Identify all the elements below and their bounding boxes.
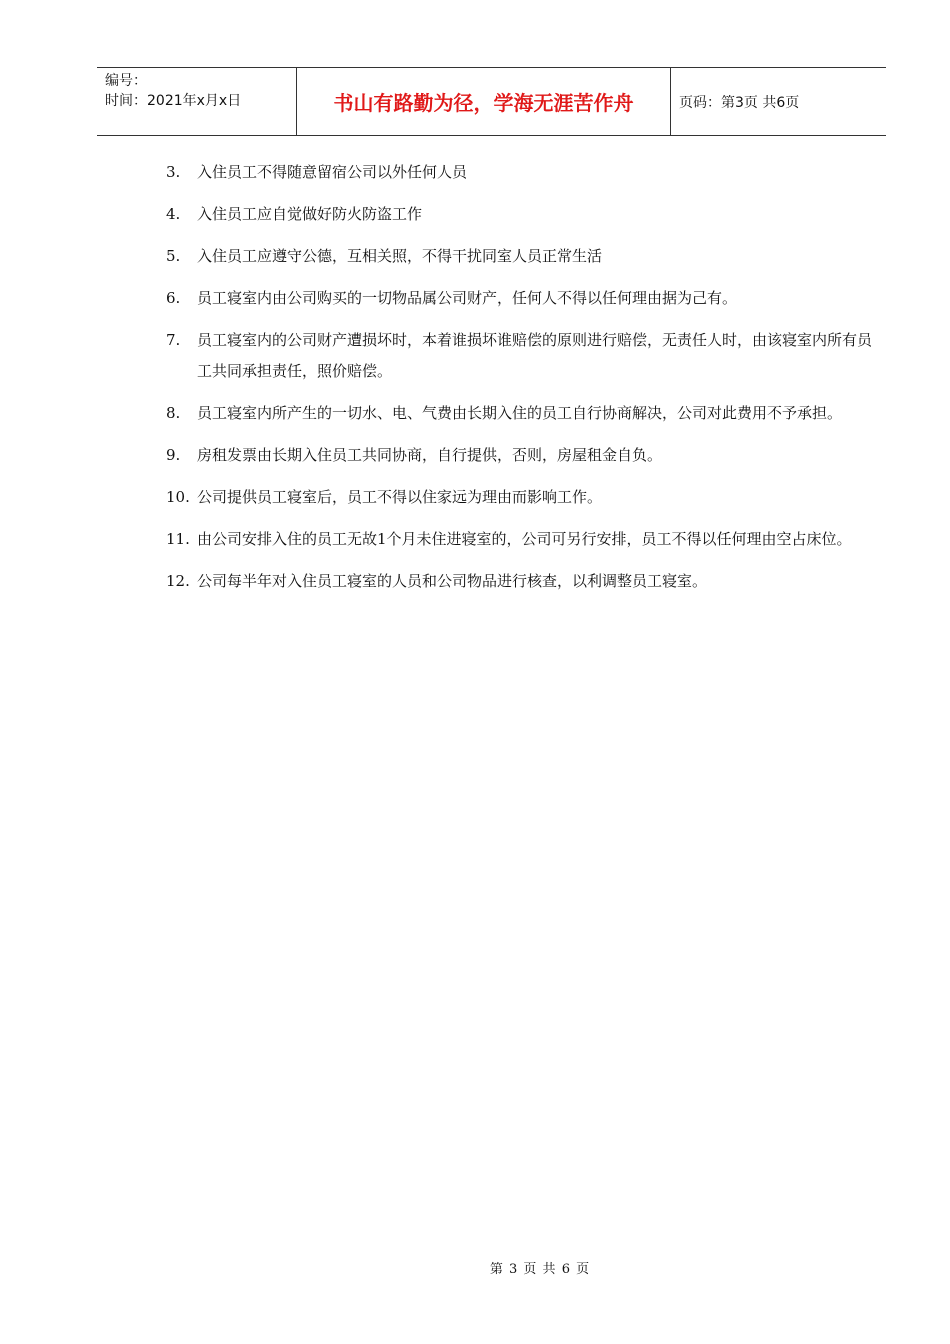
list-item [166, 398, 886, 429]
rules-list [166, 157, 886, 608]
list-item [166, 524, 886, 555]
list-item [166, 325, 886, 387]
item-text: 房租发票由长期入住员工共同协商，自行提供，否则，房屋租金自负。 [197, 446, 663, 464]
code-label: 编号： [105, 73, 147, 89]
item-text: 员工寝室内由公司购买的一切物品属公司财产，任何人不得以任何理由据为己有。 [197, 289, 738, 307]
item-number: 6. [166, 289, 181, 307]
item-number: 11. [166, 530, 190, 548]
item-number: 8. [166, 404, 181, 422]
list-item [166, 241, 886, 272]
item-number: 4. [166, 205, 181, 223]
item-number: 7. [166, 331, 181, 349]
item-text: 公司每半年对入住员工寝室的人员和公司物品进行核查，以利调整员工寝室。 [197, 572, 708, 590]
page-header [97, 67, 886, 136]
item-text: 员工寝室内所产生的一切水、电、气费由长期入住的员工自行协商解决，公司对此费用不予承担。 [197, 404, 843, 422]
time-label: 时间：2021年x月x日 [105, 93, 242, 109]
list-item [166, 440, 886, 471]
list-item [166, 283, 886, 314]
item-text: 由公司安排入住的员工无故1个月未住进寝室的，公司可另行安排，员工不得以任何理由空占床位。 [197, 530, 852, 548]
list-item [166, 157, 886, 188]
item-number: 9. [166, 446, 181, 464]
item-number: 10. [166, 488, 190, 506]
header-page-info: 页码：第3页 共6页 [679, 94, 800, 111]
item-text: 入住员工应自觉做好防火防盗工作 [197, 205, 423, 223]
list-item [166, 482, 886, 513]
list-item [166, 199, 886, 230]
item-number: 5. [166, 247, 181, 265]
page-footer: 第 3 页 共 6 页 [489, 1262, 591, 1277]
item-text: 员工寝室内的公司财产遭损坏时，本着谁损坏谁赔偿的原则进行赔偿，无责任人时，由该寝室内所有员工共同承担责任，照价赔偿。 [197, 331, 873, 380]
list-item [166, 566, 886, 597]
item-number: 12. [166, 572, 190, 590]
item-text: 入住员工不得随意留宿公司以外任何人员 [197, 163, 468, 181]
item-text: 公司提供员工寝室后，员工不得以住家远为理由而影响工作。 [197, 488, 603, 506]
header-meta [97, 68, 297, 135]
header-motto: 书山有路勤为径，学海无涯苦作舟 [297, 68, 671, 135]
item-text: 入住员工应遵守公德，互相关照，不得干扰同室人员正常生活 [197, 247, 603, 265]
item-number: 3. [166, 163, 181, 181]
